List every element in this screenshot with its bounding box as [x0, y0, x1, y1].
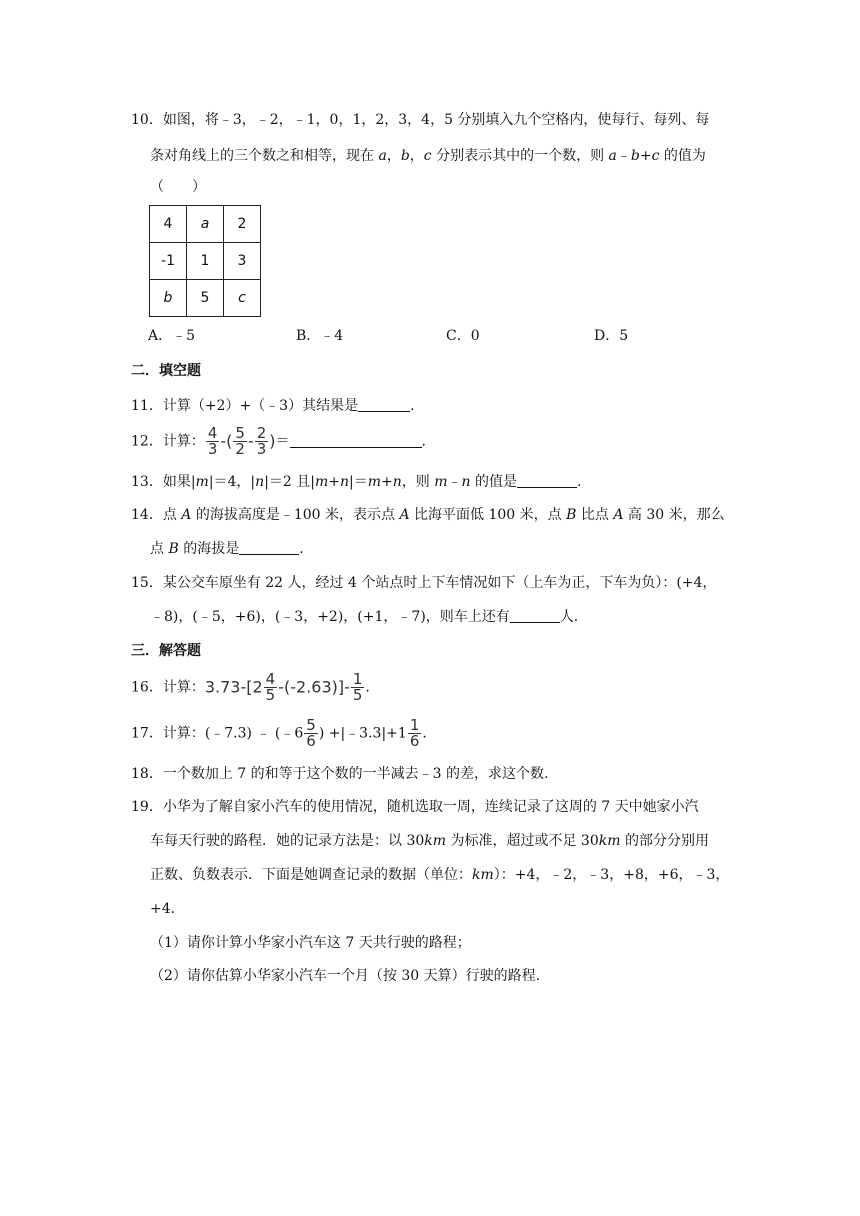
q16: 16．计算：3.73-[2 $\frac{4}{5}$ -(-2.63)]- $\frac{1}{5}$ .	[131, 670, 370, 704]
q19-sub2: （2）请你估算小华家小汽车一个月（按 30 天算）行驶的路程.	[150, 968, 541, 984]
option-b: B．﹣4	[296, 328, 344, 344]
q18: 18．一个数加上 7 的和等于这个数的一半减去﹣3 的差，求这个数.	[131, 766, 549, 782]
answer-blank	[239, 540, 299, 555]
answer-blank	[517, 473, 577, 488]
q10-answer-paren: （ ）	[150, 179, 206, 195]
grid-cell: 3	[224, 243, 261, 280]
q12: 12．计算： $\frac{4}{3}$ -( $\frac{5}{2}$ - $\frac{2}{3}$ )＝ .	[131, 424, 426, 458]
answer-blank	[358, 397, 410, 412]
q19-line3: 正数、负数表示．下面是她调查记录的数据（单位：km）：+4，﹣2，﹣3，+8，+6，﹣3，	[150, 867, 730, 883]
q19-line1: 19．小华为了解自家小汽车的使用情况，随机选取一周，连续记录了这周的 7 天中她家小汽	[131, 799, 699, 815]
q15-line2: ﹣8)，(﹣5，+6)，(﹣3，+2)，(+1，﹣7)，则车上还有 人.	[150, 609, 579, 625]
fraction: $\frac{2}{3}$	[256, 424, 267, 458]
q14-line2: 点 B 的海拔是 .	[150, 541, 304, 557]
q10-line1: 10．如图，将﹣3，﹣2，﹣1，0，1，2，3，4，5 分别填入九个空格内，使每行、每列、每	[131, 112, 710, 128]
q15-line1: 15．某公交车原坐有 22 人，经过 4 个站点时上下车情况如下（上车为正，下车为负）：(+4，	[131, 575, 717, 591]
grid-cell: c	[224, 280, 261, 317]
fraction: $\frac{4}{5}$	[265, 670, 276, 704]
magic-square-grid	[149, 205, 261, 317]
q10-line2: 条对角线上的三个数之和相等，现在 a，b，c 分别表示其中的一个数，则 a﹣b+c 的值为	[150, 148, 706, 164]
fraction: $\frac{4}{3}$	[207, 424, 218, 458]
grid-cell: 5	[187, 280, 224, 317]
fraction: $\frac{5}{6}$	[306, 716, 316, 750]
fraction: $\frac{1}{5}$	[352, 670, 363, 704]
option-a: A．﹣5	[148, 328, 196, 344]
option-c: C．0	[446, 328, 480, 344]
q19-line4: +4．	[150, 901, 185, 917]
q19-line2: 车每天行驶的路程．她的记录方法是：以 30km 为标准，超过或不足 30km 的部分分别用	[150, 833, 709, 849]
grid-cell: b	[150, 280, 187, 317]
answer-blank	[510, 608, 560, 623]
q13: 13．如果|m|＝4，|n|＝2 且|m+n|＝m+n，则 m﹣n 的值是 .	[131, 474, 582, 490]
q11: 11．计算（+2）+（﹣3）其结果是 .	[131, 398, 415, 414]
section-fill-in-title: 二．填空题	[131, 363, 201, 379]
grid-cell: -1	[150, 243, 187, 280]
option-d: D．5	[594, 328, 629, 344]
answer-blank	[290, 433, 422, 448]
q19-sub1: （1）请你计算小华家小汽车这 7 天共行驶的路程；	[150, 935, 471, 951]
grid-cell: 4	[150, 206, 187, 243]
section-solve-title: 三．解答题	[131, 643, 201, 659]
grid-cell: 2	[224, 206, 261, 243]
q17: 17．计算：(﹣7.3) ﹣ (﹣6 $\frac{5}{6}$ ) +|﹣3.3|+1 $\frac{1}{6}$ .	[131, 716, 427, 750]
fraction: $\frac{1}{6}$	[409, 716, 420, 750]
grid-cell: 1	[187, 243, 224, 280]
q14-line1: 14．点 A 的海拔高度是﹣100 米，表示点 A 比海平面低 100 米，点 B 比点 A 高 30 米，那么	[131, 507, 725, 523]
fraction: $\frac{5}{2}$	[235, 424, 245, 458]
grid-cell: a	[187, 206, 224, 243]
